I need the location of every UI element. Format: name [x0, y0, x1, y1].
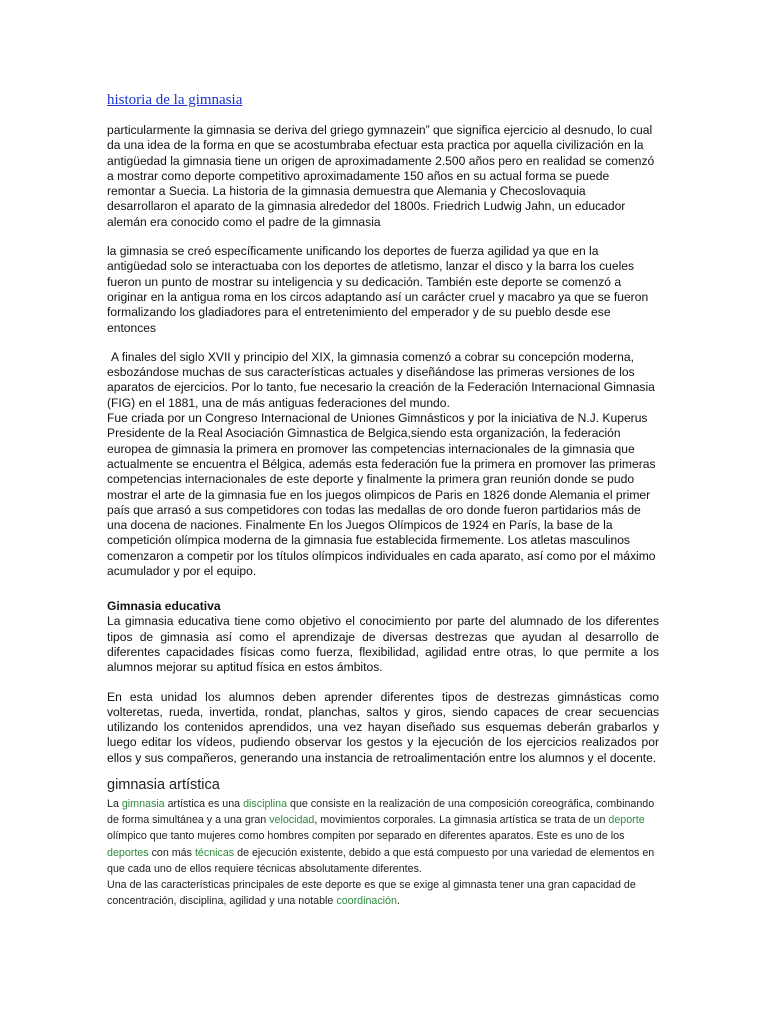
paragraph-congreso: Fue criada por un Congreso Internacional de Uniones Gimnásticos y por la iniciativa de N.J. Kuperus Presidente de la Real Asociación Gimnastica de Belgica,siendo esta organización, la federación europea de gimnasia la primera en promover las competencias internacionales de la gimnasia que actualmente se encuentra el Bélgica, además esta federación fue la primera en promover las primeras competencias internacionales de este deporte y finalmente la primera gran reunión donde se pudo mostrar el arte de la gimnasia fue en los juegos olimpicos de Paris en 1826 donde Alemania el primer país que arrasó a sus competidores con todas las medallas de oro donde fueron partidarios más de una docena de naciones. Finalmente En los Juegos Olímpicos de 1924 en París, la base de la competición olímpica moderna de la gimnasia fue establecida firmemente. Los atletas masculinos comenzaron a competir por los títulos olímpicos individuales en cada aparato, así como por el máximo acumulador y por el equipo. — [107, 411, 656, 579]
text-segment: con más — [148, 846, 195, 859]
paragraph-educativa-unidad: En esta unidad los alumnos deben aprender diferentes tipos de destrezas gimnásticas como volteretas, rueda, invertida, rondat, planchas, saltos y giros, siendo capaces de crear secuencias utilizando los contenidos aprendidos, una vez hayan diseñado sus esquemas deberán grabarlos y luego editar los vídeos, pudiendo observar los gestos y la ejecución de los ejercicios realizados por ellos y sus compañeros, generando una instancia de retroalimentación entre los alumnos y el docente. — [107, 689, 659, 765]
link-deporte[interactable]: deporte — [608, 814, 645, 827]
text-segment: Una de las características principales de este deporte es que se exige al gimnasta tener una gran capacidad de concentración, disciplina, agilidad y una notable — [107, 879, 636, 908]
paragraph-siglo-xvii: A finales del siglo XVII y principio del XIX, la gimnasia comenzó a cobrar su concepción moderna, esbozándose muchas de sus características actuales y diseñándose las primeras versiones de los aparatos de ejercicios. Por lo tanto, fue necesario la creación de la Federación Internacional Gimnasia (FIG) en el 1881, una de más antiguas federaciones del mundo. — [107, 349, 655, 410]
text-segment: de ejecución existente, debido a que está compuesto por una variedad de elementos en que cada uno de ellos requiere técnicas absolutamente diferentes. — [107, 846, 655, 875]
paragraph-fuerza: la gimnasia se creó específicamente unificando los deportes de fuerza agilidad ya que en la antigüedad solo se interactuaba con los deportes de atletismo, lanzar el disco y la barra los cueles fueron un punto de mostrar su inteligencia y su dedicación. También este deporte se comenzó a originar en la antigua roma en los circos adaptando así un carácter cruel y macabro ya que se fueron formalizando los gladiadores para el entretenimiento del emperador y de su pueblo desde ese entonces — [107, 244, 649, 335]
paragraph-origen: particularmente la gimnasia se deriva del griego gymnazein” que significa ejercicio al desnudo, lo cual da una idea de la forma en que se acostumbraba efectuar esta practica por aquella civilización en la antigüedad la gimnasia tiene un origen de aproximadamente 2.500 años pero en realidad se comenzó a mostrar como deporte competitivo aproximadamente 150 años en su actual forma se puede remontar a Suecia. La historia de la gimnasia demuestra que Alemania y Checoslovaquia desarrollaron el aparato de la gimnasia alrededor del 1800s. Friedrich Ludwig Jahn, un educador alemán era conocido como el padre de la gimnasia — [107, 123, 655, 229]
text-segment: . — [396, 895, 400, 908]
link-coordinacion[interactable]: coordinación — [336, 895, 397, 908]
text-segment: , movimientos corporales. La gimnasia artística se trata de un — [314, 814, 609, 827]
paragraph-artistica-definicion — [107, 796, 659, 877]
link-disciplina[interactable]: disciplina — [243, 797, 288, 810]
document-body — [107, 92, 659, 909]
section-artistica — [107, 796, 659, 909]
text-segment: La — [107, 797, 122, 810]
link-velocidad[interactable]: velocidad — [269, 814, 315, 827]
link-deportes[interactable]: deportes — [107, 846, 149, 859]
title-link[interactable]: historia de la gimnasia — [107, 92, 243, 108]
heading-gimnasia-educativa: Gimnasia educativa — [107, 599, 221, 614]
paragraph-educativa-objetivo: La gimnasia educativa tiene como objetivo el conocimiento por parte del alumnado de los diferentes tipos de gimnasia así como el aprendizaje de diversas destrezas que ayudan al desarrollo de diferentes capacidades físicas como fuerza, flexibilidad, agilidad entre otras, lo que permite a los alumnos mejorar su aptitud física en estos ámbitos. — [107, 614, 659, 675]
heading-gimnasia-artistica: gimnasia artística — [107, 776, 220, 793]
text-segment: artística es una — [164, 797, 244, 810]
text-segment: olímpico que tanto mujeres como hombres compiten por separado en diferentes aparatos. Este es uno de los — [107, 830, 625, 843]
paragraph-artistica-caracteristicas — [107, 877, 659, 909]
link-gimnasia[interactable]: gimnasia — [121, 797, 165, 810]
link-tecnicas[interactable]: técnicas — [194, 846, 235, 859]
text-segment: que consiste en la realización de una composición coreográfica, combinando de forma simultánea y a una gran — [107, 797, 655, 827]
